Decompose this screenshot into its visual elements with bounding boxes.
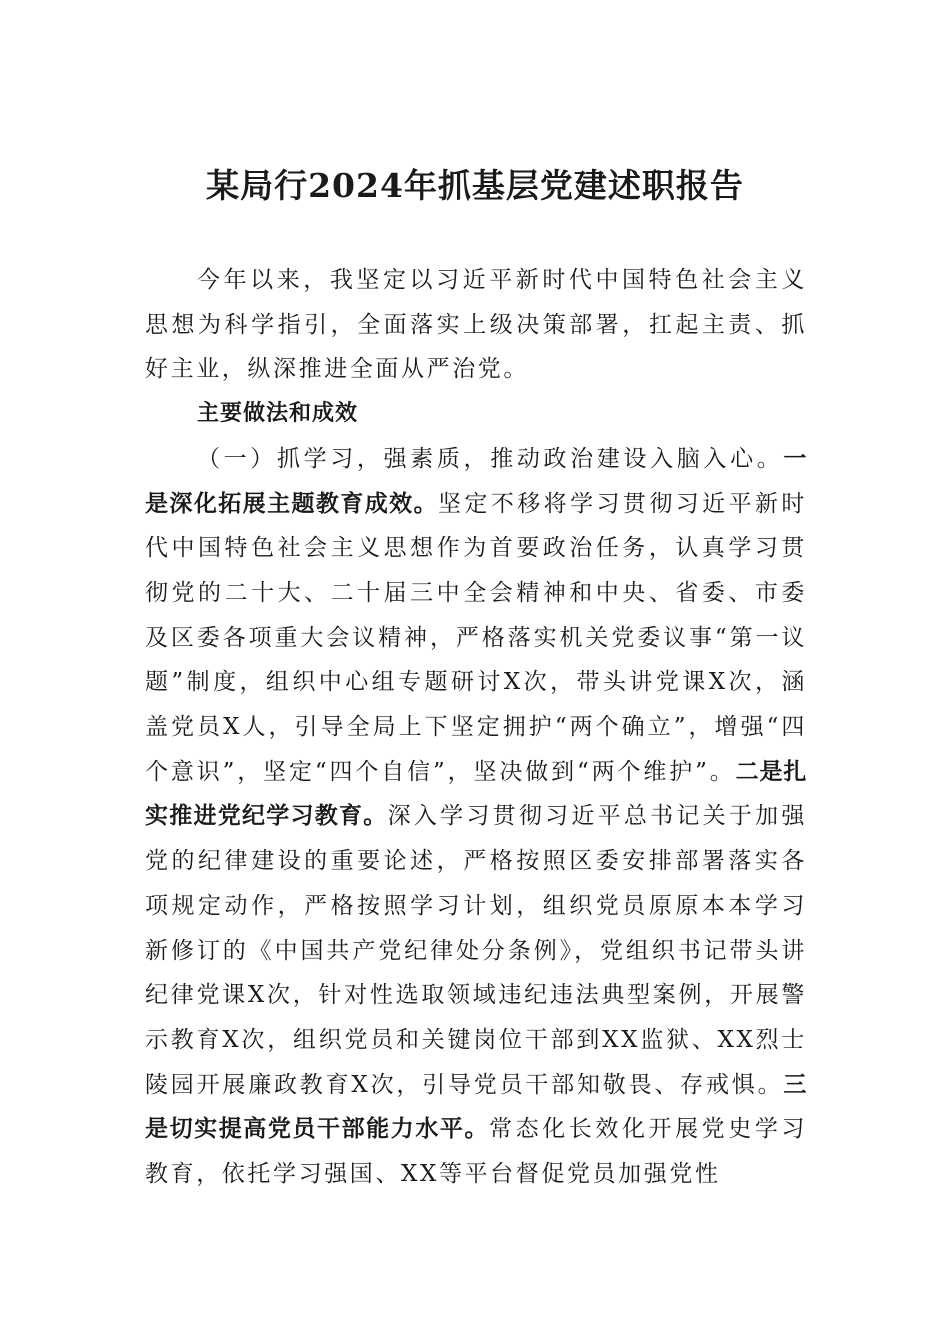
point2-text: 深入学习贯彻习近平总书记关于加强党的纪律建设的重要论述，严格按照区委安排部署落实各项规定动作，严格按照学习计划，组织党员原原本本学习新修订的《中国共产党纪律处分条例》，党组织书记带头讲纪律党课X次，针对性选取领域违纪违法典型案例，开展警示教育X次，组织党员和关键岗位干部到XX监狱、XX烈士陵园开展廉政教育X次，引导党员干部知敬畏、存戒惧。	[145, 803, 807, 1098]
point1-text: 坚定不移将学习贯彻习近平新时代中国特色社会主义思想作为首要政治任务，认真学习贯彻党的二十大、二十届三中全会精神和中央、省委、市委及区委各项重大会议精神，严格落实机关党委议事“第一议题”制度，组织中心组专题研讨X次，带头讲党课X次，涵盖党员X人，引导全局上下坚定拥护“两个确立”，增强“四个意识”，坚定“四个自信”，坚决做到“两个维护”。	[145, 490, 808, 785]
intro-paragraph: 今年以来，我坚定以习近平新时代中国特色社会主义思想为科学指引，全面落实上级决策部署，扛起主责、抓好主业，纵深推进全面从严治党。	[145, 267, 807, 383]
subsection-title: （一）抓学习，强素质，推动政治建设入脑入心。	[197, 445, 784, 472]
point2-lead: 二是扎实推进党纪学习教育。	[145, 758, 807, 830]
document-title: 某局行2024年抓基层党建述职报告	[206, 166, 744, 205]
point3-lead: 三是切实提高党员干部能力水平。	[145, 1071, 807, 1143]
point1-lead: 一是深化拓展主题教育成效。	[145, 445, 807, 517]
document-body	[145, 258, 807, 1197]
subsection-paragraph	[145, 437, 807, 1197]
point3-text: 常态化长效化开展党史学习教育，依托学习强国、XX等平台督促党员加强党性	[145, 1116, 807, 1188]
section-heading: 主要做法和成效	[197, 401, 359, 427]
